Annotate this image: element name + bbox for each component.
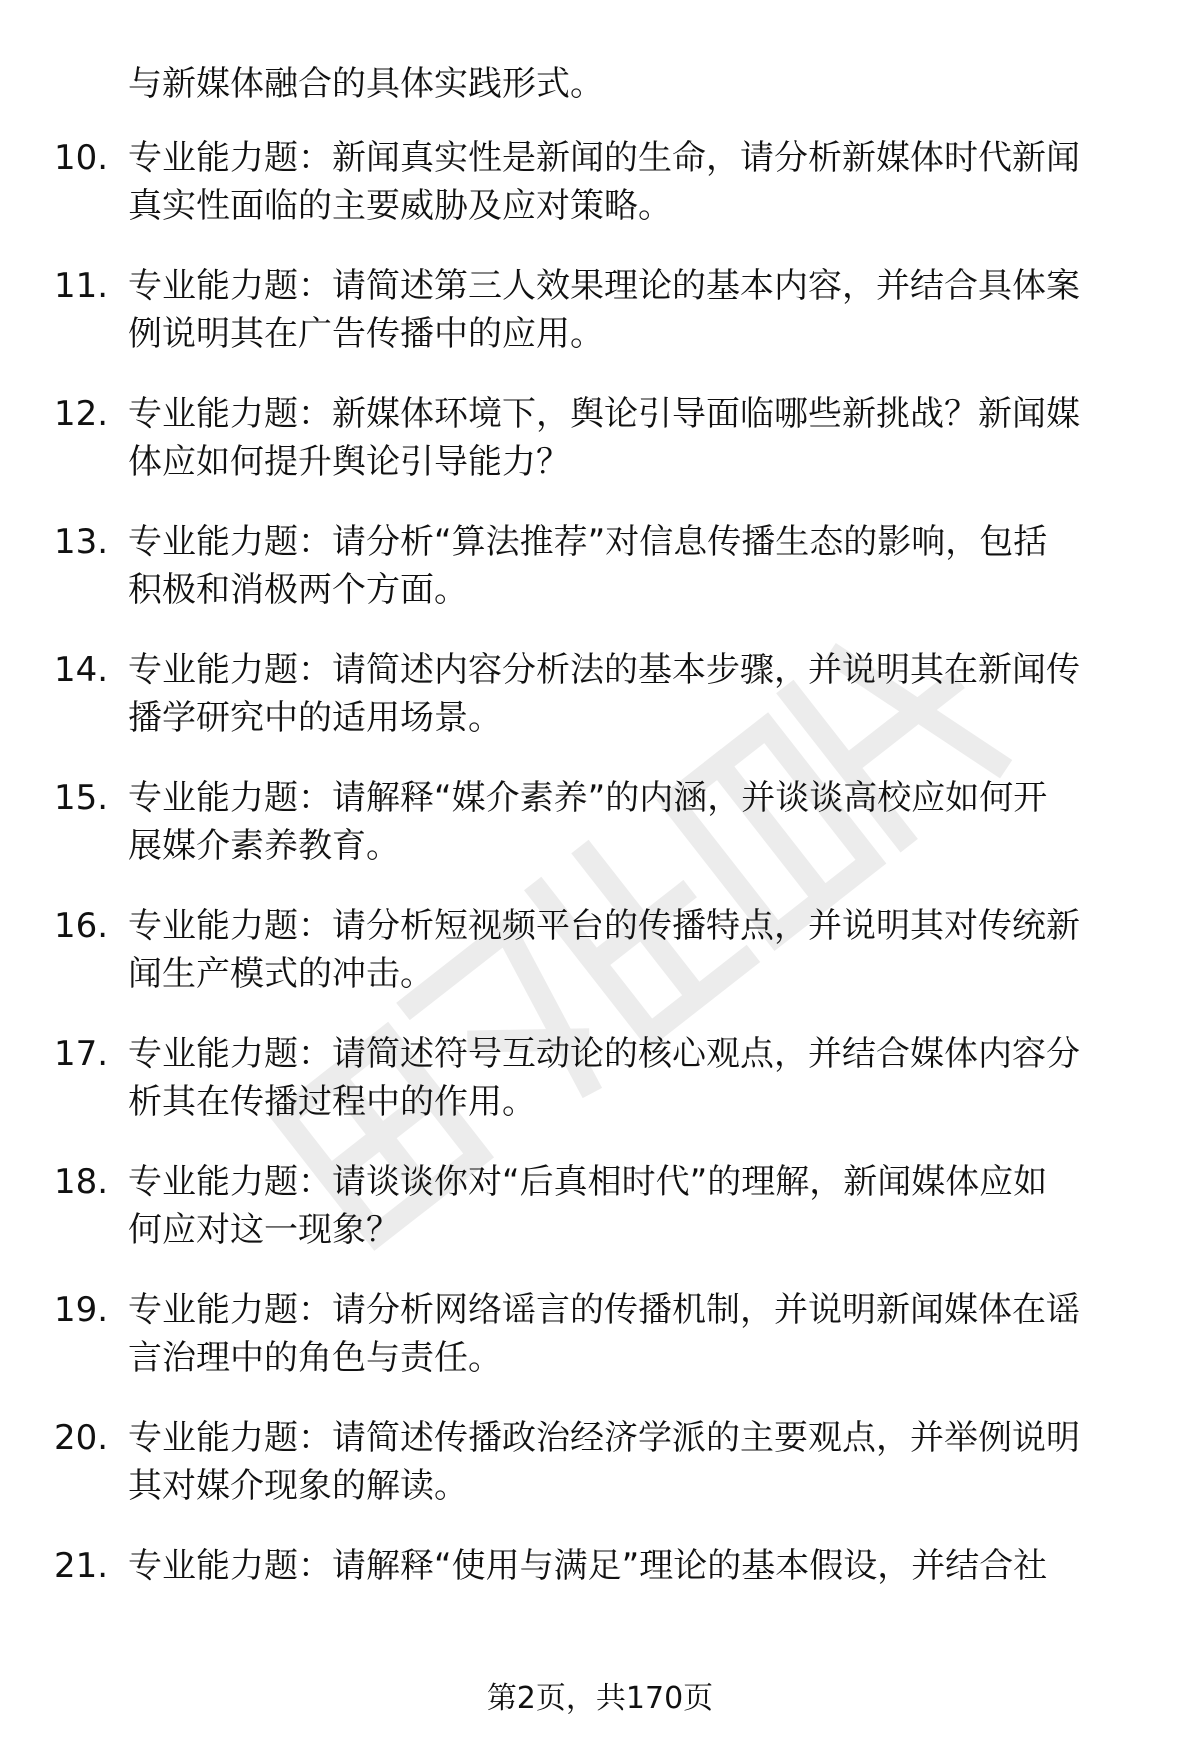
question-text-line-1: 专业能力题：请简述传播政治经济学派的主要观点，并举例说明 bbox=[128, 1418, 1080, 1458]
question-number: 14. bbox=[54, 650, 109, 690]
question-text-line-2: 真实性面临的主要威胁及应对策略。 bbox=[128, 186, 672, 226]
list-item-q14 bbox=[0, 646, 1200, 749]
question-list bbox=[0, 134, 1200, 1670]
question-text-line-1: 专业能力题：请简述符号互动论的核心观点，并结合媒体内容分 bbox=[128, 1034, 1080, 1074]
question-text-line-1: 专业能力题：请解释“使用与满足”理论的基本假设，并结合社 bbox=[128, 1546, 1048, 1586]
question-text-line-1: 专业能力题：请简述第三人效果理论的基本内容，并结合具体案 bbox=[128, 266, 1080, 306]
question-text-line-1: 专业能力题：请谈谈你对“后真相时代”的理解，新闻媒体应如 bbox=[128, 1162, 1048, 1202]
question-text-line-2: 播学研究中的适用场景。 bbox=[128, 698, 502, 738]
question-number: 10. bbox=[54, 138, 109, 178]
question-number: 11. bbox=[54, 266, 109, 306]
list-item-q19 bbox=[0, 1286, 1200, 1389]
question-text-line-1: 专业能力题：新闻真实性是新闻的生命，请分析新媒体时代新闻 bbox=[128, 138, 1080, 178]
list-item-q18 bbox=[0, 1158, 1200, 1261]
question-number: 20. bbox=[54, 1418, 109, 1458]
question-text-line-1: 专业能力题：请分析“算法推荐”对信息传播生态的影响，包括 bbox=[128, 522, 1048, 562]
continued-text-line: 与新媒体融合的具体实践形式。 bbox=[128, 64, 604, 104]
question-text-line-1: 专业能力题：新媒体环境下，舆论引导面临哪些新挑战？新闻媒 bbox=[128, 394, 1080, 434]
question-text-line-2: 体应如何提升舆论引导能力？ bbox=[128, 442, 570, 482]
question-text-line-2: 其对媒介现象的解读。 bbox=[128, 1466, 468, 1506]
list-item-q12 bbox=[0, 390, 1200, 493]
question-text-line-2: 积极和消极两个方面。 bbox=[128, 570, 468, 610]
question-text-line-2: 何应对这一现象？ bbox=[128, 1210, 400, 1250]
list-item-q17 bbox=[0, 1030, 1200, 1133]
question-number: 13. bbox=[54, 522, 109, 562]
list-item-q11 bbox=[0, 262, 1200, 365]
page-footer: 第2页，共170页 bbox=[486, 1681, 714, 1716]
list-item-q16 bbox=[0, 902, 1200, 1005]
list-item-q21 bbox=[0, 1542, 1200, 1645]
list-item-q15 bbox=[0, 774, 1200, 877]
question-text-line-1: 专业能力题：请简述内容分析法的基本步骤，并说明其在新闻传 bbox=[128, 650, 1080, 690]
question-text-line-2: 展媒介素养教育。 bbox=[128, 826, 400, 866]
question-text-line-1: 专业能力题：请分析网络谣言的传播机制，并说明新闻媒体在谣 bbox=[128, 1290, 1080, 1330]
question-number: 12. bbox=[54, 394, 109, 434]
question-text-line-2: 例说明其在广告传播中的应用。 bbox=[128, 314, 604, 354]
question-text-line-2: 闻生产模式的冲击。 bbox=[128, 954, 434, 994]
question-text-line-1: 专业能力题：请分析短视频平台的传播特点，并说明其对传统新 bbox=[128, 906, 1080, 946]
question-text-line-2: 析其在传播过程中的作用。 bbox=[128, 1082, 536, 1122]
question-text-line-2: 言治理中的角色与责任。 bbox=[128, 1338, 502, 1378]
question-text-line-1: 专业能力题：请解释“媒介素养”的内涵，并谈谈高校应如何开 bbox=[128, 778, 1048, 818]
question-number: 18. bbox=[54, 1162, 109, 1202]
question-number: 17. bbox=[54, 1034, 109, 1074]
list-item-q13 bbox=[0, 518, 1200, 621]
question-number: 19. bbox=[54, 1290, 109, 1330]
question-number: 15. bbox=[54, 778, 109, 818]
question-number: 16. bbox=[54, 906, 109, 946]
list-item-q20 bbox=[0, 1414, 1200, 1517]
question-number: 21. bbox=[54, 1546, 109, 1586]
list-item-q10 bbox=[0, 134, 1200, 237]
